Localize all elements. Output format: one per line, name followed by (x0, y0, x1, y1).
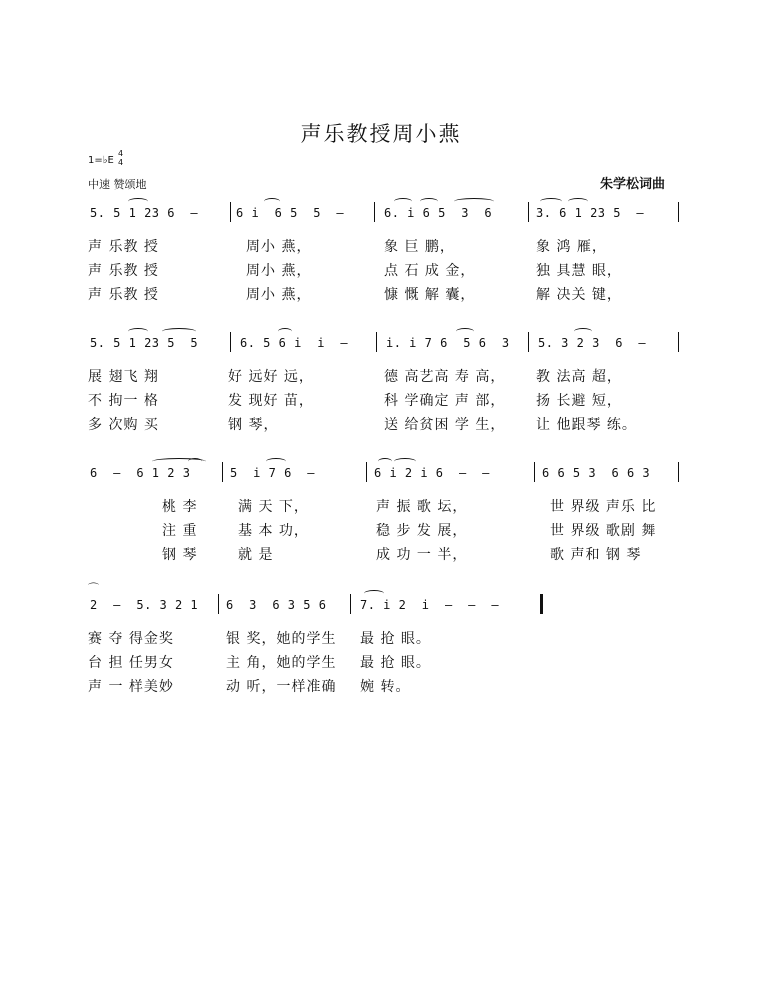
lyric: 送 给贫困 学 生， (384, 417, 506, 433)
slur (364, 590, 384, 597)
lyric: 钢 琴， (228, 417, 279, 433)
time-sig-bottom: 4 (118, 158, 124, 167)
barline (528, 202, 529, 222)
lyric: 注 重 (162, 523, 198, 539)
lyric: 周小 燕， (246, 263, 312, 279)
slur (568, 198, 588, 205)
lyric: 声 乐教 授 (88, 263, 159, 279)
bar: 6 – 6 1 2 3 (90, 466, 191, 480)
bar: i. i 7 6 5 6 3 (386, 336, 510, 350)
lyric: 动 听，一样准确 (226, 679, 337, 695)
lyric: 发 现好 苗， (228, 393, 314, 409)
lyric: 最 抢 眼。 (360, 631, 431, 647)
lyric: 钢 琴 (162, 547, 198, 563)
bar: 2 – 5. 3 2 1 (90, 598, 199, 612)
notation-line (88, 460, 680, 484)
lyric: 周小 燕， (246, 239, 312, 255)
notation-line (88, 592, 680, 616)
lyric: 稳 步 发 展， (376, 523, 468, 539)
lyric: 德 高艺高 寿 高， (384, 369, 506, 385)
slur (540, 198, 562, 205)
barline (222, 462, 223, 482)
final-barline (540, 594, 543, 614)
slur (378, 458, 392, 465)
slur (266, 458, 286, 465)
lyric: 银 奖，她的学生 (226, 631, 337, 647)
time-sig-top: 4 (118, 149, 124, 158)
lyric: 象 鸿 雁， (536, 239, 607, 255)
slur (394, 458, 416, 465)
lyric: 独 具慧 眼， (536, 263, 622, 279)
lyric: 教 法高 超， (536, 369, 622, 385)
notation-line (88, 330, 680, 354)
bar: 7. i 2 i – – – (360, 598, 500, 612)
lyric: 声 乐教 授 (88, 239, 159, 255)
lyric: 好 远好 远， (228, 369, 314, 385)
barline (230, 332, 231, 352)
barline (350, 594, 351, 614)
key-signature (88, 149, 124, 167)
barline (678, 332, 679, 352)
slur (278, 328, 292, 335)
lyric: 点 石 成 金， (384, 263, 476, 279)
slur (456, 328, 474, 335)
tempo-marking: 中速 赞颂地 (88, 178, 147, 191)
bar: 5. 3 2 3 6 – (538, 336, 647, 350)
lyric: 歌 声和 钢 琴 (550, 547, 642, 563)
barline (528, 332, 529, 352)
slur (420, 198, 438, 205)
bar: 6 i 6 5 5 – (236, 206, 345, 220)
key-label: 1=♭E (88, 155, 114, 166)
lyric: 声 振 歌 坛， (376, 499, 468, 515)
lyric: 基 本 功， (238, 523, 309, 539)
slur (264, 198, 280, 205)
barline (230, 202, 231, 222)
slur (188, 458, 202, 465)
barline (366, 462, 367, 482)
bar: 3. 6 1 23 5 – (536, 206, 645, 220)
barline (534, 462, 535, 482)
lyric: 声 一 样美妙 (88, 679, 174, 695)
slur (454, 198, 494, 205)
lyric: 慷 慨 解 囊， (384, 287, 476, 303)
lyric: 扬 长避 短， (536, 393, 622, 409)
lyric: 解 决关 键， (536, 287, 622, 303)
lyric: 桃 李 (162, 499, 198, 515)
lyric: 科 学确定 声 部， (384, 393, 506, 409)
barline (374, 202, 375, 222)
time-signature (118, 149, 123, 167)
lyric: 主 角，她的学生 (226, 655, 337, 671)
bar: 5 i 7 6 – (230, 466, 315, 480)
lyric: 周小 燕， (246, 287, 312, 303)
lyric: 最 抢 眼。 (360, 655, 431, 671)
lyric: 世 界级 声乐 比 (550, 499, 657, 515)
bar: 6 i 2 i 6 – – (374, 466, 490, 480)
slur (128, 328, 148, 335)
lyric: 成 功 一 半， (376, 547, 468, 563)
bar: 5. 5 1 23 6 – (90, 206, 199, 220)
lyric: 不 拘一 格 (88, 393, 159, 409)
barline (678, 462, 679, 482)
bar: 5. 5 1 23 5 5 (90, 336, 199, 350)
slur (162, 328, 196, 335)
lyric: 多 次购 买 (88, 417, 159, 433)
lyric: 世 界级 歌剧 舞 (550, 523, 657, 539)
lyric: 展 翅飞 翔 (88, 369, 159, 385)
bar: 6. 5 6 i i – (240, 336, 349, 350)
barline (678, 202, 679, 222)
slur (394, 198, 412, 205)
lyric: 就 是 (238, 547, 274, 563)
lyric: 让 他跟琴 练。 (536, 417, 637, 433)
author-credit: 朱学松词曲 (600, 177, 666, 192)
lyric: 象 巨 鹏， (384, 239, 455, 255)
lyric: 赛 夺 得金奖 (88, 631, 174, 647)
song-title: 声乐教授周小燕 (300, 122, 462, 146)
lyric: 婉 转。 (360, 679, 411, 695)
bar: 6 6 5 3 6 6 3 (542, 466, 651, 480)
notation-line (88, 200, 680, 224)
slur (574, 328, 592, 335)
bar: 6 3 6 3 5 6 (226, 598, 327, 612)
slur (128, 198, 148, 205)
lyric: 声 乐教 授 (88, 287, 159, 303)
barline (218, 594, 219, 614)
lyric: 满 天 下， (238, 499, 309, 515)
fermata-icon: ⌒ (88, 582, 99, 595)
lyric: 台 担 任男女 (88, 655, 174, 671)
bar: 6. i 6 5 3 6 (384, 206, 493, 220)
barline (376, 332, 377, 352)
